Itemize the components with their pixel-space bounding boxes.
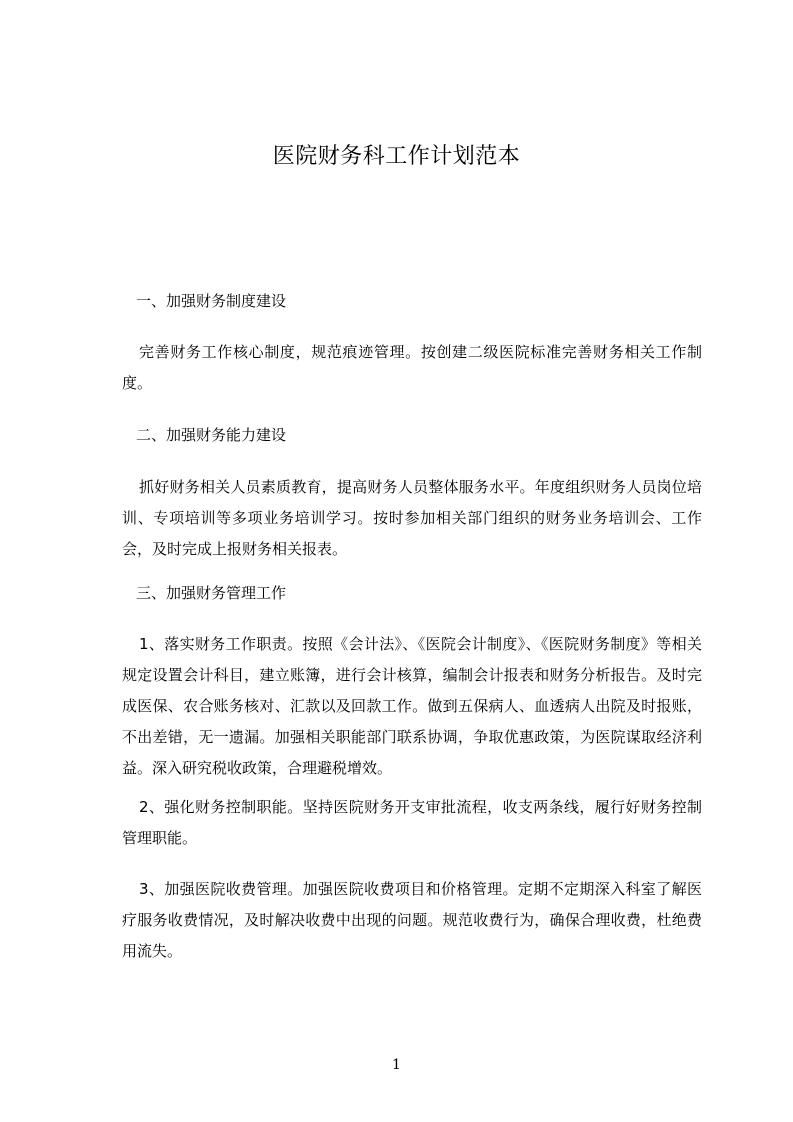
section-2-paragraph-1: 抓好财务相关人员素质教育，提高财务人员整体服务水平。年度组织财务人员岗位培训、专项培训等多项业务培训学习。按时参加相关部门组织的财务业务培训会、工作会，及时完成上报财务相关报表。 [122, 478, 702, 558]
section-1-paragraph-1: 完善财务工作核心制度，规范痕迹管理。按创建二级医院标准完善财务相关工作制度。 [122, 343, 702, 392]
section-3-paragraph-1: 1、落实财务工作职责。按照《会计法》、《医院会计制度》、《医院财务制度》等相关规定设置会计科目，建立账簿，进行会计核算，编制会计报表和财务分析报告。及时完成医保、农合账务核对、汇款以及回款工作。做到五保病人、血透病人出院及时报账，不出差错，无一遗漏。加强相关职能部门联系协调，争取优惠政策，为医院谋取经济利益。深入研究税收政策，合理避税增效。 [122, 635, 702, 777]
section-heading-2: 二、加强财务能力建设 [136, 426, 287, 444]
section-3-paragraph-2: 2、强化财务控制职能。坚持医院财务开支审批流程，收支两条线，履行好财务控制管理职能。 [122, 798, 702, 847]
document-title: 医院财务科工作计划范本 [272, 144, 521, 169]
section-heading-3: 三、加强财务管理工作 [136, 584, 287, 602]
page-number: 1 [392, 1057, 401, 1073]
section-3-paragraph-3: 3、加强医院收费管理。加强医院收费项目和价格管理。定期不定期深入科室了解医疗服务收费情况，及时解决收费中出现的问题。规范收费行为，确保合理收费，杜绝费用流失。 [122, 880, 702, 960]
section-heading-1: 一、加强财务制度建设 [136, 292, 287, 310]
